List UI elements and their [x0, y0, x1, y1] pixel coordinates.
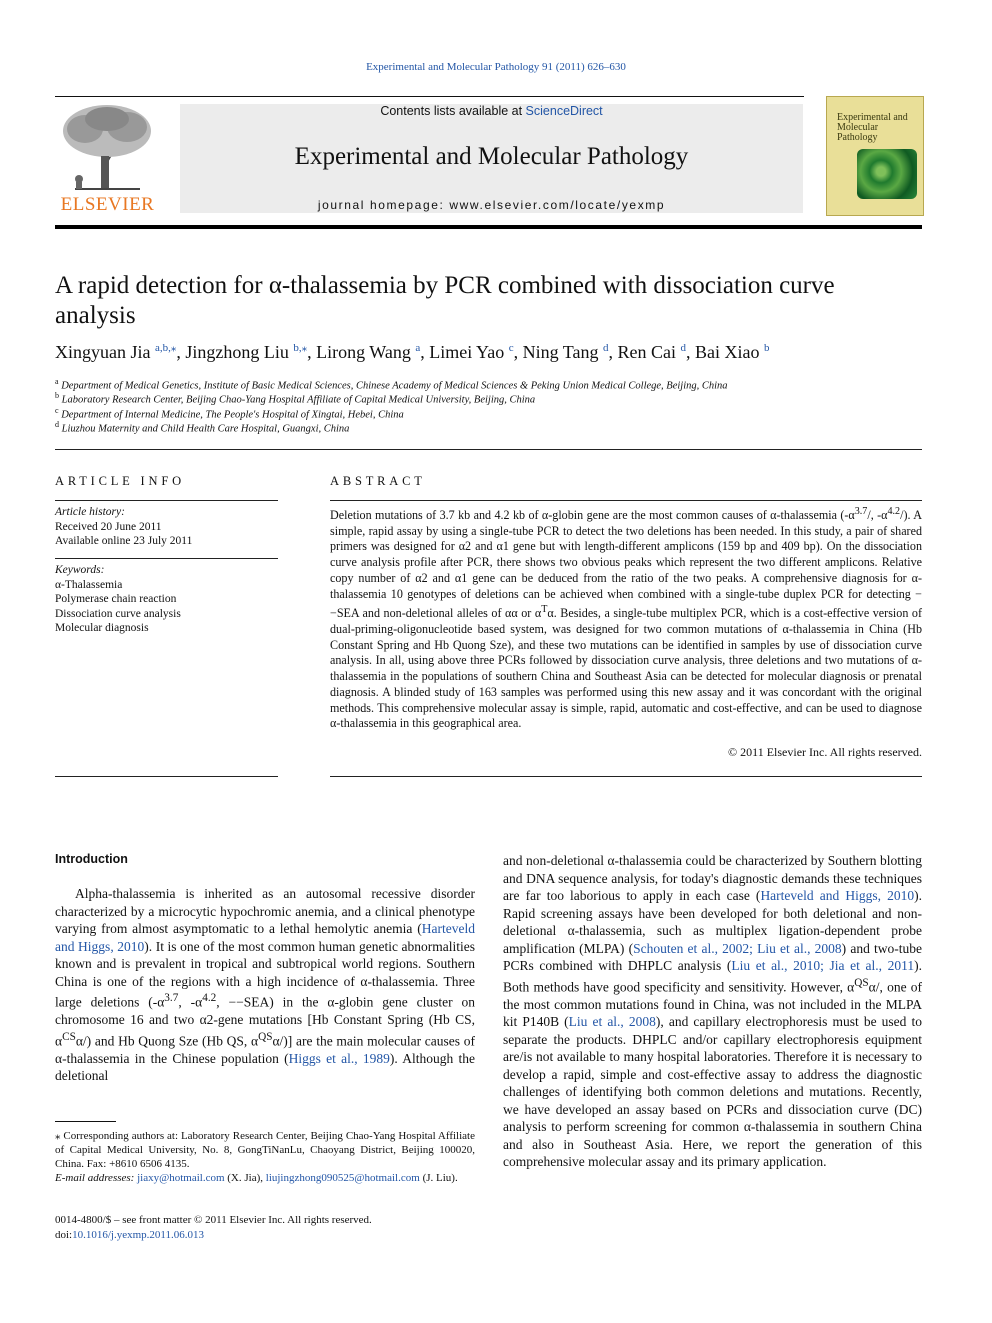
journal-title: Experimental and Molecular Pathology: [294, 143, 689, 170]
keyword: Molecular diagnosis: [55, 622, 149, 634]
author-affiliation-mark[interactable]: d: [680, 342, 687, 354]
citation-link[interactable]: Harteveld and Higgs, 2010: [55, 921, 475, 954]
citation-link[interactable]: Schouten et al., 2002; Liu et al., 2008: [633, 940, 842, 956]
citation-link[interactable]: Liu et al., 2010; Jia et al., 2011: [731, 958, 915, 973]
journal-homepage: [180, 198, 803, 212]
history-label: Article history:: [55, 506, 125, 518]
abstract-rule: [330, 500, 922, 501]
homepage-prefix: journal homepage:: [317, 198, 450, 212]
header-rule: [55, 96, 804, 97]
affiliation-a: $^a$ Department of Medical Genetics, Institute of Basic Medical Sciences, Chinese Academy of Medical Sciences & Peking Union Medical College, Beijing, China: [55, 377, 728, 392]
author-name: Ning Tang: [522, 342, 604, 362]
author-separator: ,: [513, 342, 523, 362]
author-affiliation-mark[interactable]: a,b,⁎: [154, 342, 177, 354]
issn-doi: [55, 1213, 475, 1243]
author-affiliation-mark[interactable]: a: [415, 342, 421, 354]
corresponding-text: ⁎ Corresponding authors at: Laboratory Research Center, Beijing Chao-Yang Hospital Affiliate of Capital Medical University, No. 8, GongTiNanLu, Chaoyang District, Beijing 100020, China. Fax: +8610 6506 4135.: [55, 1130, 475, 1170]
author-separator: ,: [176, 342, 186, 362]
article-history: [55, 505, 278, 549]
introduction-paragraph: Alpha-thalassemia is inherited as an autosomal recessive disorder characterized by a microcytic hypochromic anemia, and a clinical phenotype varying from almost asymptomatic to a lethal hemolytic anemia (Harteveld and Higgs, 2010). It is one of the most common human genetic abnormalities known and is prevalent in tropical and subtropical world regions. Southern China is one of the regions with a high incidence of α-thalassemia. Three large deletions ($-\alpha^{3.7}$, $-\alpha^{4.2}$, −−SEA) in the α-globin gene cluster on chromosome 16 and two α2-gene mutations [Hb Constant Spring (Hb CS, $\alpha^{CS}\alpha/$) and Hb Quong Sze (Hb QS, $\alpha^{QS}\alpha/$)] are the main molecular causes of α-thalassemia in the Chinese population (Higgs et al., 1989). Although the deletional: [55, 886, 475, 1083]
issn-line: 0014-4800/$ – see front matter © 2011 Elsevier Inc. All rights reserved.: [55, 1214, 372, 1226]
author-name: Lirong Wang: [316, 342, 416, 362]
author-affiliation-mark[interactable]: d: [603, 342, 609, 354]
elsevier-tree-icon: [55, 101, 160, 193]
affiliation-d: $^d$ Liuzhou Maternity and Child Health Care Hospital, Guangxi, China: [55, 420, 350, 435]
journal-reference[interactable]: Experimental and Molecular Pathology 91 (2011) 626–630: [366, 61, 626, 73]
keyword: Polymerase chain reaction: [55, 593, 177, 605]
section-rule: [55, 449, 922, 450]
cover-image: [857, 149, 917, 199]
author-separator: ,: [420, 342, 430, 362]
author-name: Ren Cai: [617, 342, 681, 362]
contents-line: [180, 104, 803, 118]
author-name: Bai Xiao: [695, 342, 765, 362]
sciencedirect-link[interactable]: ScienceDirect: [525, 104, 603, 118]
author-separator: ,: [686, 342, 696, 362]
info-rule-bottom: [55, 776, 278, 777]
citation-link[interactable]: Liu et al., 2008: [568, 1014, 656, 1029]
affiliation-b: $^b$ Laboratory Research Center, Beijing Chao-Yang Hospital Affiliate of Capital Medical University, Beijing, China: [55, 391, 536, 406]
author-affiliation-mark[interactable]: b: [764, 342, 770, 354]
footnote-rule: [55, 1121, 116, 1122]
affiliation-mark: b: [55, 391, 59, 400]
author-separator: ,: [608, 342, 618, 362]
keyword: Dissociation curve analysis: [55, 607, 181, 620]
info-rule: [55, 500, 278, 501]
author-affiliation-mark[interactable]: c: [508, 342, 514, 354]
abstract-rule-bottom: [330, 776, 922, 777]
abstract-copyright: © 2011 Elsevier Inc. All rights reserved.: [728, 745, 922, 759]
cover-title: Experimental and Molecular Pathology: [837, 112, 908, 143]
homepage-url[interactable]: www.elsevier.com/locate/yexmp: [449, 198, 666, 212]
abstract-heading: ABSTRACT: [330, 474, 426, 488]
journal-cover-thumbnail[interactable]: [826, 96, 924, 216]
keyword: α-Thalassemia: [55, 578, 123, 591]
introduction-heading: Introduction: [55, 852, 128, 866]
affiliation-mark: d: [55, 420, 59, 429]
email-label: E-mail addresses:: [55, 1172, 138, 1184]
email-link[interactable]: liujingzhong090525@hotmail.com: [265, 1172, 420, 1184]
header-thick-rule: [55, 225, 922, 229]
keywords: [55, 563, 278, 636]
affiliation-c: $^c$ Department of Internal Medicine, The People's Hospital of Xingtai, Hebei, China: [55, 406, 404, 421]
keywords-label: Keywords:: [55, 564, 105, 576]
author-name: Limei Yao: [429, 342, 509, 362]
doi-label: doi:: [55, 1229, 73, 1241]
corresponding-author-footnote: ⁎ Corresponding authors at: Laboratory Research Center, Beijing Chao-Yang Hospital Affiliate of Capital Medical University, No. 8, GongTiNanLu, Chaoyang District, Beijing 100020, China. Fax: +8610 6506 4135. E-mail addresses: jiaxy@hotmail.com (X. Jia), liujingzhong090525@hotmail.com (J. Liu).: [55, 1130, 475, 1184]
citation-link[interactable]: Harteveld and Higgs, 2010: [760, 888, 915, 903]
author-affiliation-mark[interactable]: b,⁎: [293, 342, 308, 354]
available-date: Available online 23 July 2011: [55, 535, 193, 547]
citation-link[interactable]: Higgs et al., 1989: [288, 1050, 390, 1066]
author-separator: ,: [307, 342, 317, 362]
author-list: [55, 341, 915, 363]
author-name: Jingzhong Liu: [185, 342, 294, 362]
info-rule: [55, 558, 278, 559]
elsevier-wordmark: ELSEVIER: [60, 194, 155, 215]
doi-link[interactable]: 10.1016/j.yexmp.2011.06.013: [72, 1229, 205, 1241]
article-title: A rapid detection for α-thalassemia by PCR combined with dissociation curve analysis: [55, 272, 835, 329]
affiliation-mark: c: [55, 406, 59, 415]
elsevier-logo: [55, 101, 160, 216]
affiliation-mark: a: [55, 377, 59, 386]
received-date: Received 20 June 2011: [55, 520, 162, 533]
abstract-text: Deletion mutations of 3.7 kb and 4.2 kb of α-globin gene are the most common causes of α-thalassemia ($-\alpha^{3.7}/$, $-\alpha^{4.2}/$). A simple, rapid assay by using a single-tube PCR to detect the two deletions has been needed. In this study, a pair of shared primers was designed for α2 and α1 gene but with length-different amplicons (159 bp and 409 bp). On the dissociation curve analysis profile after PCR, there shows two obvious peaks which represent the two different amplicons. Relative copy number of α2 and α1 gene can be deduced from the ratio of the two peaks. A comprehensive diagnosis for α-thalassemia 10 genotypes of deletions can be achieved when combined with a single-tube duplex PCR for detecting −−SEA and non-deletional alleles of αα or $\alpha^T\alpha$. Besides, a single-tube multiplex PCR, which is a cost-effective version of dual-priming-oligonucleotide based system, was designed for two common mutations of α-thalassemia in China (Hb Constant Spring and Hb Quong Sze), and these two mutations can be identified in samples by use of dissociation curve analysis. In all, using above three PCRs followed by dissociation curve analysis, three deletions and two mutations of α-thalassemia in the populations of southern China and Southeast Asia can be detected for molecular diagnosis or prenatal diagnosis. A blinded study of 163 samples was performed using this new assay and it was concordant with the original methods. This comprehensive molecular assay is simple, rapid, automatic and cost-effective, and can be used to diagnose α-thalassemia in this geographical area.: [330, 506, 922, 731]
email-link[interactable]: jiaxy@hotmail.com: [137, 1172, 225, 1184]
author-name: Xingyuan Jia: [55, 342, 155, 362]
article-info-heading: ARTICLE INFO: [55, 474, 185, 488]
introduction-paragraph-continued: and non-deletional α-thalassemia could be characterized by Southern blotting and DNA sequence analysis, for today's diagnostic demands these techniques are far too laborious to apply in each case (Harteveld and Higgs, 2010). Rapid screening assays have been developed for both deletional and non-deletional α-thalassemia, such as multiplex ligation-dependent probe amplification (MLPA) (Schouten et al., 2002; Liu et al., 2008) and two-tube PCRs combined with DHPLC analysis (Liu et al., 2010; Jia et al., 2011). Both methods have good specificity and sensitivity. However, $\alpha^{QS}\alpha/$, one of the most common mutations found in China, was not included in the MLPA kit P140B (Liu et al., 2008), and capillary electrophoresis must be used to separate the products. DHPLC and/or capillary electrophoresis equipment are/is not available to many hospital laboratories. Therefore it is necessary to develop a rapid, simple and cost-effective assay to address the diagnostic challenges of identifying both common deletions and mutations. Recently, we have developed an assay based on PCRs and dissociation curve (DC) analysis to perform screening for common α-thalassemia in southern China and also in Southeast Asia. Here, we report the generation of this comprehensive molecular assay and its primary application.: [503, 853, 923, 1169]
contents-prefix: Contents lists available at: [380, 104, 526, 118]
